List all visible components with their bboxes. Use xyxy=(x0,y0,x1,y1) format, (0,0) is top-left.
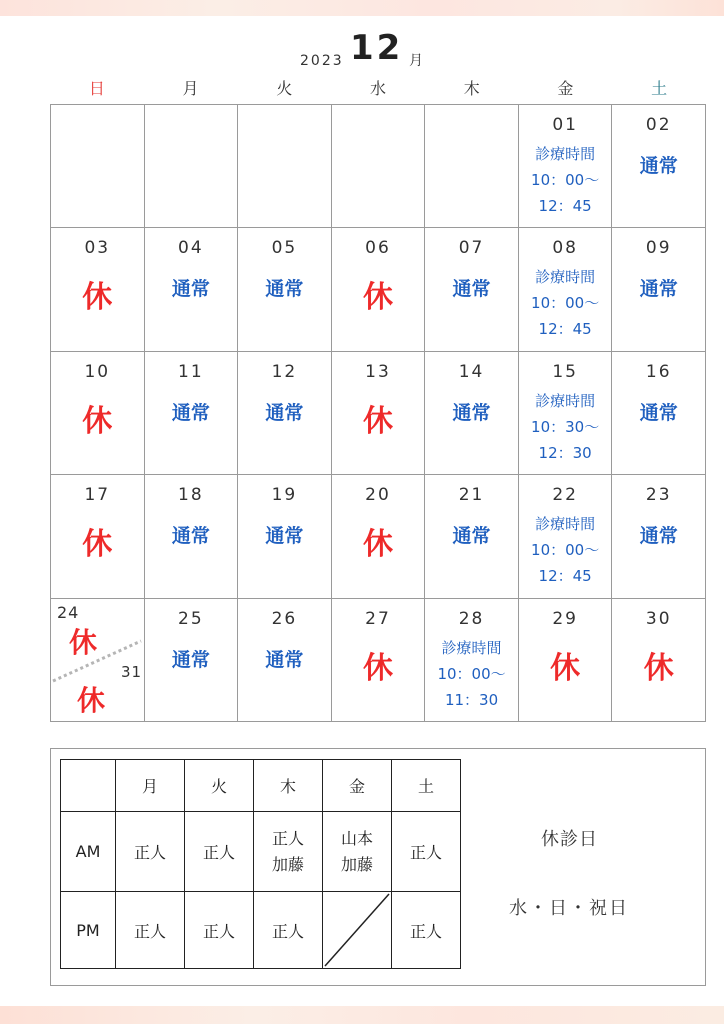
am-doctor-cell xyxy=(392,812,461,892)
normal-hours-label: 通常 xyxy=(639,155,678,177)
normal-hours-label: 通常 xyxy=(639,401,678,424)
closed-mark: 休 xyxy=(82,280,113,316)
day-number: 11 xyxy=(178,361,204,382)
normal-hours-label: 通常 xyxy=(265,401,304,424)
hours-end: 12：30 xyxy=(538,443,592,462)
special-hours xyxy=(519,388,612,466)
normal-hours-label: 通常 xyxy=(265,278,304,301)
weekday-sat: 土 xyxy=(651,79,668,98)
weekday-wed: 水 xyxy=(369,79,386,98)
day-number: 14 xyxy=(458,361,485,382)
calendar-day-19 xyxy=(238,475,332,598)
day-number: 02 xyxy=(645,115,672,135)
normal-hours-label: 通常 xyxy=(265,525,304,548)
normal-hours-label: 通常 xyxy=(639,525,678,548)
normal-hours-label: 通常 xyxy=(452,278,491,301)
doctor-name: 加藤 xyxy=(271,854,304,874)
hours-title: 診療時間 xyxy=(441,638,502,657)
calendar-day-15 xyxy=(519,352,613,475)
hours-title: 診療時間 xyxy=(535,391,596,410)
hours-start: 10：30～ xyxy=(531,417,600,436)
calendar-day-20 xyxy=(332,475,426,598)
am-doctor-cell xyxy=(116,812,185,892)
am-doctor-cell xyxy=(254,812,323,892)
normal-hours-label: 通常 xyxy=(639,278,678,301)
pm-doctor-cell xyxy=(254,892,323,969)
year-label: 2023 xyxy=(300,53,344,69)
doctor-name: 正人 xyxy=(202,921,235,941)
doctor-name: 正人 xyxy=(409,843,442,862)
day-number: 01 xyxy=(552,115,578,135)
closed-days-list: 水・日・祝日 xyxy=(509,898,629,919)
hours-title: 診療時間 xyxy=(535,145,596,163)
day-number: 05 xyxy=(271,238,298,259)
closed-mark: 休 xyxy=(643,650,674,686)
calendar-day-24 xyxy=(51,599,145,722)
hours-end: 11：30 xyxy=(444,690,499,709)
hours-start: 10：00～ xyxy=(531,294,600,313)
doctor-name: 正人 xyxy=(202,843,235,862)
calendar-day-07 xyxy=(425,228,519,351)
schedule-box xyxy=(50,748,706,986)
calendar-day-02 xyxy=(612,105,706,228)
calendar-day-12 xyxy=(238,352,332,475)
calendar-day-03 xyxy=(51,228,145,351)
normal-hours-label: 通常 xyxy=(452,401,491,424)
calendar-day-27 xyxy=(332,599,426,722)
weekday-fri: 金 xyxy=(557,79,574,98)
schedule-day-header: 金 xyxy=(323,760,392,812)
hours-start: 10：00～ xyxy=(531,171,600,189)
calendar-day-21 xyxy=(425,475,519,598)
diagonal-slash-icon xyxy=(323,892,391,968)
calendar-day-13 xyxy=(332,352,426,475)
schedule-day-header: 木 xyxy=(254,760,323,812)
day-number: 07 xyxy=(458,238,485,259)
day-number: 18 xyxy=(178,485,204,506)
calendar-day-30 xyxy=(612,599,706,722)
calendar-day-17 xyxy=(51,475,145,598)
calendar-day-25 xyxy=(145,599,239,722)
table-corner xyxy=(61,760,116,812)
calendar-day-10 xyxy=(51,352,145,475)
calendar-day-09 xyxy=(612,228,706,351)
calendar-day-04 xyxy=(145,228,239,351)
bottom-decoration xyxy=(0,1006,724,1024)
special-hours xyxy=(425,635,518,713)
hours-title: 診療時間 xyxy=(535,268,596,287)
hours-start: 10：00～ xyxy=(531,541,600,560)
day-number: 29 xyxy=(552,608,578,629)
calendar-day-06 xyxy=(332,228,426,351)
day-number: 28 xyxy=(458,608,485,629)
am-doctor-cell xyxy=(323,812,392,892)
day-number: 20 xyxy=(365,485,391,506)
weekday-tue: 火 xyxy=(276,79,293,98)
closed-days-title: 休診日 xyxy=(541,829,598,850)
calendar-day-29 xyxy=(519,599,613,722)
day-number: 23 xyxy=(645,485,672,506)
doctor-name: 正人 xyxy=(271,828,304,848)
hours-end: 12：45 xyxy=(538,320,592,339)
calendar-empty-cell xyxy=(145,105,239,228)
closed-mark: 休 xyxy=(362,403,393,439)
calendar-grid xyxy=(50,104,706,722)
schedule-day-header: 月 xyxy=(116,760,185,812)
hours-end: 12：45 xyxy=(538,197,592,215)
closed-mark: 休 xyxy=(82,527,113,563)
calendar-day-23 xyxy=(612,475,706,598)
calendar-day-01 xyxy=(519,105,613,228)
pm-doctor-cell xyxy=(116,892,185,969)
closed-mark: 休 xyxy=(77,683,106,717)
calendar-empty-cell xyxy=(238,105,332,228)
day-number: 06 xyxy=(365,238,391,259)
special-hours xyxy=(519,141,612,219)
day-number: 12 xyxy=(271,361,298,382)
day-number: 31 xyxy=(121,662,143,681)
pm-doctor-cell xyxy=(392,892,461,969)
special-hours xyxy=(519,264,612,342)
day-number: 04 xyxy=(178,238,204,259)
day-number: 25 xyxy=(178,608,204,629)
day-number: 21 xyxy=(458,485,485,506)
day-number: 24 xyxy=(57,602,80,622)
doctor-name: 加藤 xyxy=(340,854,373,874)
weekday-mon: 月 xyxy=(182,79,199,98)
month-unit: 月 xyxy=(409,53,423,69)
day-number: 30 xyxy=(645,608,672,629)
calendar-day-22 xyxy=(519,475,613,598)
calendar-day-18 xyxy=(145,475,239,598)
day-number: 15 xyxy=(552,361,578,382)
normal-hours-label: 通常 xyxy=(171,401,210,424)
special-hours xyxy=(519,511,612,589)
closed-mark: 休 xyxy=(362,280,393,316)
day-number: 08 xyxy=(552,238,578,259)
day-number: 13 xyxy=(365,361,391,382)
normal-hours-label: 通常 xyxy=(171,278,210,301)
calendar-day-28 xyxy=(425,599,519,722)
am-doctor-cell xyxy=(185,812,254,892)
weekday-thu: 木 xyxy=(463,79,480,98)
calendar-day-11 xyxy=(145,352,239,475)
schedule-day-header: 火 xyxy=(185,760,254,812)
calendar-day-14 xyxy=(425,352,519,475)
doctor-name: 正人 xyxy=(271,921,304,941)
normal-hours-label: 通常 xyxy=(171,648,210,671)
doctor-name: 正人 xyxy=(409,921,442,941)
calendar-day-16 xyxy=(612,352,706,475)
day-number: 19 xyxy=(271,485,298,506)
doctor-name: 山本 xyxy=(340,828,373,848)
closed-mark: 休 xyxy=(362,650,393,686)
am-label: AM xyxy=(61,812,116,892)
closed-mark: 休 xyxy=(362,527,393,563)
top-decoration xyxy=(0,0,724,16)
calendar-day-08 xyxy=(519,228,613,351)
day-number: 03 xyxy=(84,238,111,259)
pm-doctor-cell xyxy=(185,892,254,969)
day-number: 22 xyxy=(552,485,578,506)
calendar-empty-cell xyxy=(332,105,426,228)
day-number: 16 xyxy=(645,361,672,382)
hours-end: 12：45 xyxy=(538,567,592,586)
calendar-empty-cell xyxy=(425,105,519,228)
day-number: 09 xyxy=(645,238,672,259)
closed-mark: 休 xyxy=(550,650,581,686)
weekday-header xyxy=(50,76,706,100)
calendar-empty-cell xyxy=(51,105,145,228)
hours-title: 診療時間 xyxy=(535,515,596,534)
pm-no-service-cell xyxy=(323,892,392,969)
weekday-sun: 日 xyxy=(88,79,105,98)
hours-start: 10：00～ xyxy=(437,664,506,683)
day-number: 10 xyxy=(84,361,111,382)
day-number: 26 xyxy=(271,608,298,629)
schedule-day-header: 土 xyxy=(392,760,461,812)
calendar-day-26 xyxy=(238,599,332,722)
normal-hours-label: 通常 xyxy=(171,525,210,548)
month-number: 12 xyxy=(350,28,404,68)
normal-hours-label: 通常 xyxy=(452,525,491,548)
closed-mark: 休 xyxy=(82,403,113,439)
calendar-day-05 xyxy=(238,228,332,351)
doctor-name: 正人 xyxy=(133,843,166,862)
day-number: 17 xyxy=(84,485,111,506)
normal-hours-label: 通常 xyxy=(265,648,304,671)
doctor-schedule-table xyxy=(60,759,461,969)
pm-label: PM xyxy=(61,892,116,969)
closed-mark: 休 xyxy=(69,625,98,659)
doctor-name: 正人 xyxy=(133,921,166,941)
day-number: 27 xyxy=(365,608,391,629)
